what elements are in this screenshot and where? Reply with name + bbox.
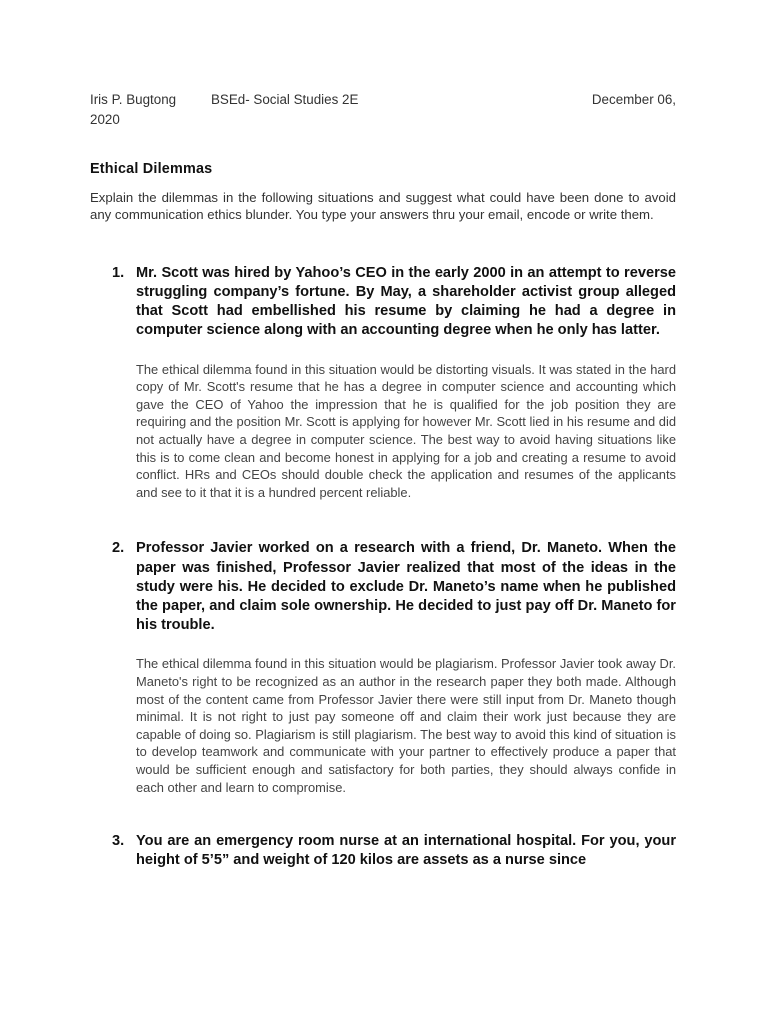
answer-text: The ethical dilemma found in this situation would be plagiarism. Professor Javier took away Dr. Maneto's right to be recognized as an author in the research paper they both made. Although most of the content came from Professor Javier there were still input from Dr. Maneto though minimal. It is not right to just pay someone off and claim their work just because they are capable of doing so. Plagiarism is still plagiarism. The best way to avoid this kind of situation is to develop teamwork and communicate with your partner to effectively produce a paper that would be sufficient enough and satisfactory for both parties, they should always confide in each other and learn to compromise.	[136, 656, 676, 795]
question-text: You are an emergency room nurse at an international hospital. For you, your height of 5’5” and weight of 120 kilos are assets as a nurse since	[136, 833, 676, 869]
question-text: Professor Javier worked on a research with a friend, Dr. Maneto. When the paper was finished, Professor Javier realized that most of the ideas in the study were his. He decided to exclude Dr. Maneto’s name when he published the paper, and claim sole ownership. He decided to just pay off Dr. Maneto for his trouble.	[136, 540, 676, 634]
question-number: 1.	[112, 264, 125, 281]
question-item-1	[90, 264, 676, 502]
author-name: Iris P. Bugtong	[90, 92, 177, 107]
question-list	[90, 264, 676, 871]
question-number: 3.	[112, 833, 125, 850]
question-item-3	[90, 832, 676, 870]
answer-text: The ethical dilemma found in this situation would be distorting visuals. It was stated in the hard copy of Mr. Scott's resume that he has a degree in computer science and accounting which gave the CEO of Yahoo the impression that he is qualified for the job position they are requiring and the position Mr. Scott is applying for however Mr. Scott lied in his resume and did not actually have a degree in computer science. The best way to avoid having situations like this is to come clean and become honest in applying for a job and creating a resume to avoid conflict. HRs and CEOs should double check the application and resumes of the applicants and see to it that it is a hundred percent reliable.	[136, 361, 676, 500]
document-header	[90, 92, 676, 110]
question-item-2	[90, 539, 676, 796]
instructions-paragraph: Explain the dilemmas in the following situations and suggest what could have been done to avoid any communication ethics blunder. You type your answers thru your email, encode or write them.	[90, 190, 676, 223]
document-title: Ethical Dilemmas	[90, 161, 213, 177]
question-number: 2.	[112, 540, 125, 557]
document-date-year: 2020	[90, 112, 120, 127]
course-section: BSEd- Social Studies 2E	[211, 92, 359, 107]
document-date: December 06,	[591, 92, 676, 107]
document-page	[90, 92, 676, 871]
question-text: Mr. Scott was hired by Yahoo’s CEO in the early 2000 in an attempt to reverse struggling company’s fortune. By May, a shareholder activist group alleged that Scott had embellished his resume by claiming he had a degree in computer science along with an accounting degree when he only has latter.	[136, 264, 676, 339]
